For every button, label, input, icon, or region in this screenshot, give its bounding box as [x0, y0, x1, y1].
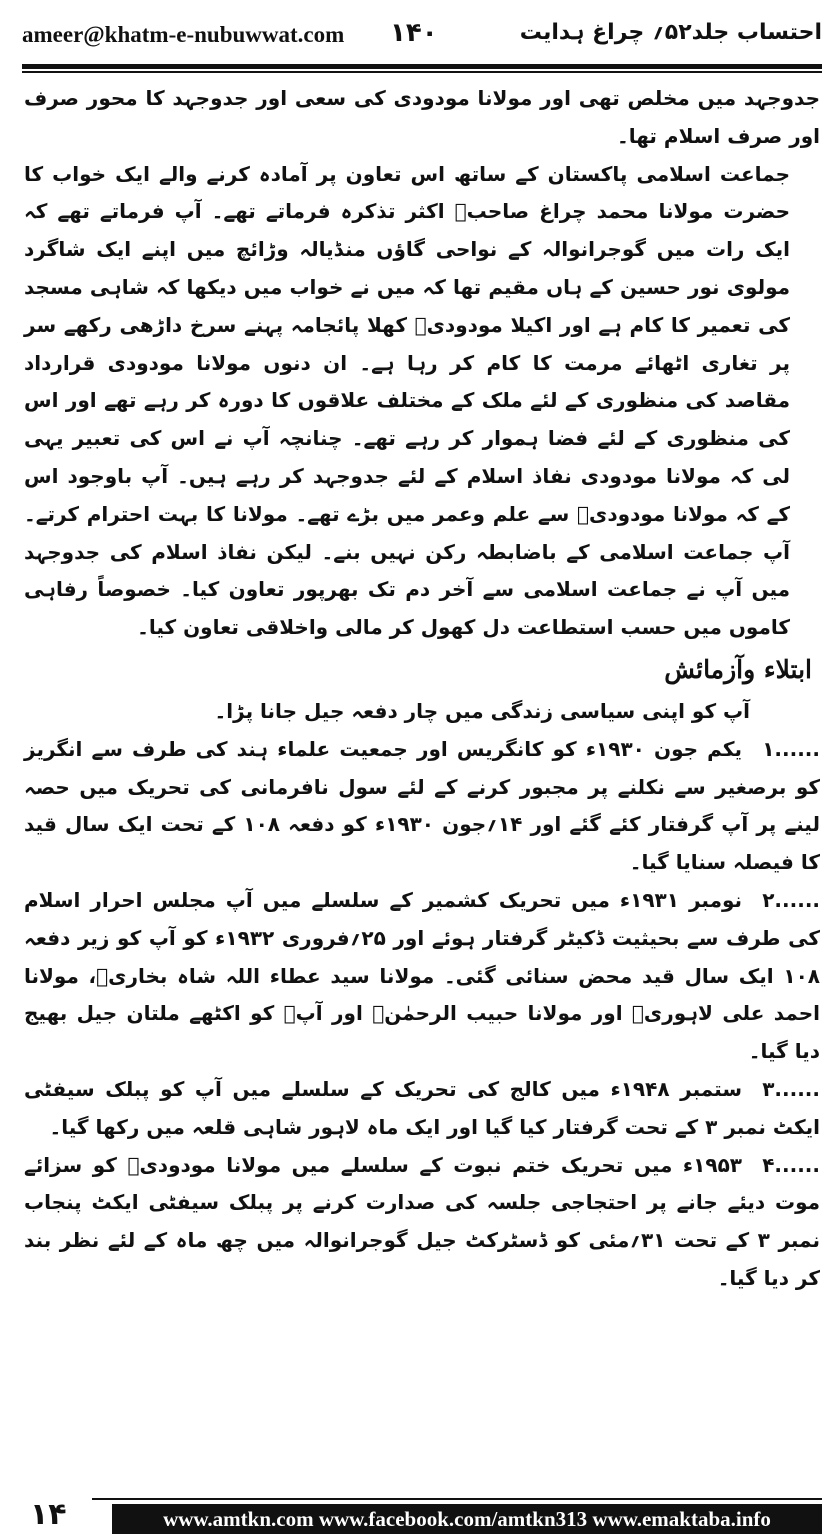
section-intro: آپ کو اپنی سیاسی زندگی میں چار دفعہ جیل جانا پڑا۔	[214, 698, 750, 723]
list-item-text: ستمبر ۱۹۴۸ء میں کالج کی تحریک کے سلسلے میں آپ کو پبلک سیفٹی ایکٹ نمبر ۳ کے تحت گرفتار کیا گیا اور ایک ماہ لاہور شاہی قلعہ میں رکھا گیا۔	[24, 1076, 820, 1139]
list-item-text: نومبر ۱۹۳۱ء میں تحریک کشمیر کے سلسلے میں آپ مجلس احرار اسلام کی طرف سے بحیثیت ڈکیٹر گرفتار ہوئے اور ۲۵؍فروری ۱۹۳۲ء کو آپ کو زیر دفعہ ۱۰۸ ایک سال قید محض سنائی گئی۔ مولانا سید عطاء اللہ شاہ بخاریؒ، مولانا احمد علی لاہوریؒ اور مولانا حبیب الرحمٰنؒ اور آپؒ کو اکٹھے ملتان جیل بھیج دیا گیا۔	[24, 887, 820, 1064]
header-email: ameer@khatm-e-nubuwwat.com	[22, 22, 345, 47]
list-item-text: یکم جون ۱۹۳۰ء کو کانگریس اور جمعیت علماء ہند کی طرف سے انگریز کو برصغیر سے نکلنے پر مجبور کرنے کے لئے سول نافرمانی کی تحریک میں حصہ لینے پر آپ گرفتار کئے گئے اور ۱۴؍جون ۱۹۳۰ء کو دفعہ ۱۰۸ کے تحت ایک سال قید کا فیصلہ سنایا گیا۔	[24, 736, 820, 875]
header-page-number: ۱۴۰	[390, 18, 438, 48]
list-item	[24, 882, 820, 1071]
footer-links[interactable]: www.amtkn.com www.facebook.com/amtkn313 www.emaktaba.info	[112, 1504, 822, 1534]
page-body	[24, 80, 820, 1298]
list-item-number: ۳......	[762, 1076, 820, 1101]
page-footer	[22, 1494, 822, 1536]
list-item-text: ۱۹۵۳ء میں تحریک ختم نبوت کے سلسلے میں مولانا مودودیؒ کو سزائے موت دیئے جانے پر احتجاجی جلسہ کی صدارت کرنے پر پبلک سیفٹی ایکٹ پنجاب نمبر ۳ کے تحت ۳۱؍مئی کو ڈسٹرکٹ جیل گوجرانوالہ میں چھ ماہ کے لئے نظر بند کر دیا گیا۔	[24, 1152, 820, 1290]
list-item-number: ۱......	[762, 736, 820, 761]
list-item	[24, 1071, 820, 1147]
page-header	[22, 16, 822, 60]
paragraph: جدوجہد میں مخلص تھی اور مولانا مودودی کی سعی اور جدوجہد کا محور صرف اور صرف اسلام تھا۔	[24, 86, 820, 148]
footer-rule	[92, 1498, 822, 1500]
list-item	[24, 731, 820, 882]
header-rule-thin	[22, 71, 822, 73]
footer-page-number: ۱۴	[30, 1497, 67, 1532]
header-rule-thick	[22, 64, 822, 69]
list-item-number: ۲......	[762, 887, 821, 912]
section-heading: ابتلاء وآزمائش	[664, 654, 812, 684]
header-title: احتساب جلد۵۲؍ چراغ ہدایت	[519, 20, 822, 45]
list-item-number: ۴......	[762, 1152, 820, 1177]
paragraph: جماعت اسلامی پاکستان کے ساتھ اس تعاون پر آمادہ کرنے والے ایک خواب کا حضرت مولانا محمد چراغ صاحبؒ اکثر تذکرہ فرماتے تھے۔ آپ فرماتے تھے کہ ایک رات میں گوجرانوالہ کے نواحی گاؤں منڈیالہ وڑائچ میں اپنے ایک شاگرد مولوی نور حسین کے ہاں مقیم تھا کہ میں نے خواب میں دیکھا کہ شاہی مسجد کی تعمیر کا کام ہے اور اکیلا مودودیؒ کھلا پائجامہ پہنے سرخ داڑھی رکھے سر پر تغاری اٹھائے مرمت کا کام کر رہا ہے۔ ان دنوں مولانا مودودی قرارداد مقاصد کی منظوری کے لئے ملک کے مختلف علاقوں کا دورہ کر رہے تھے اور اس کی منظوری کے لئے فضا ہموار کر رہے تھے۔ چنانچہ آپ نے اس کی تعبیر یہی لی کہ مولانا مودودی نفاذ اسلام کے لئے جدوجہد کر رہے ہیں۔ آپ باوجود اس کے کہ مولانا مودودیؒ سے علم وعمر میں بڑے تھے۔ مولانا کا بہت احترام کرتے۔ آپ جماعت اسلامی کے باضابطہ رکن نہیں بنے۔ لیکن نفاذ اسلام کی جدوجہد میں آپ نے جماعت اسلامی سے آخر دم تک بھرپور تعاون کیا۔ خصوصاً رفاہی کاموں میں حسب استطاعت دل کھول کر مالی واخلاقی تعاون کیا۔	[24, 161, 791, 640]
list-item	[24, 1147, 820, 1298]
